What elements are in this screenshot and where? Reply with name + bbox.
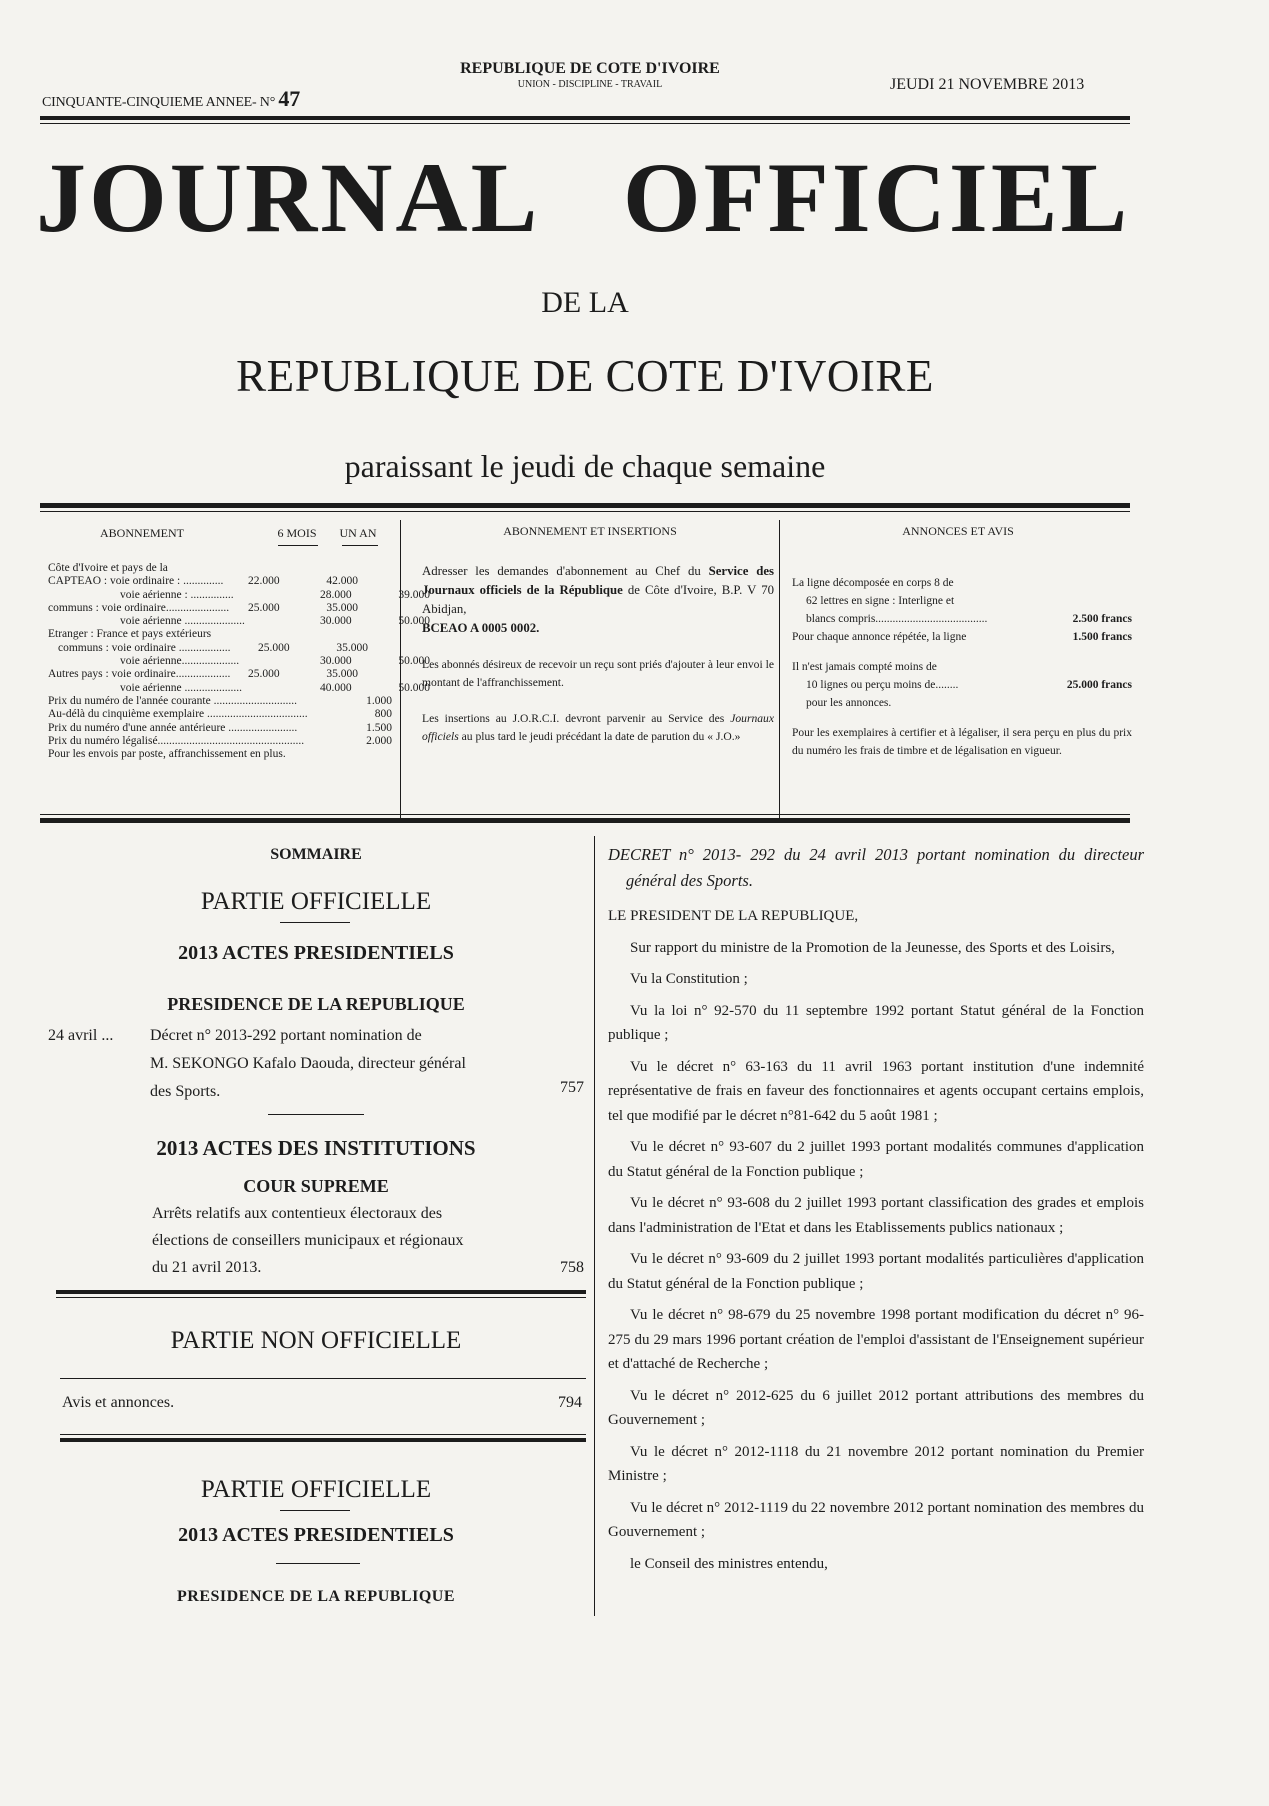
abonnement-header: ABONNEMENT — [100, 526, 184, 540]
one-year-header: UN AN — [339, 526, 377, 540]
price-row: Au-délà du cinquième exemplaire ................................... 800 — [48, 708, 392, 721]
edition-info — [42, 86, 300, 112]
six-months-header: 6 MOIS — [277, 526, 317, 540]
partie-officielle-heading: PARTIE OFFICIELLE — [200, 888, 432, 915]
decret-paragraph: Vu le décret n° 93-609 du 2 juillet 1993 portant modalités particulières d'application du Statut général de la Fonction publique ; — [608, 1251, 1144, 1292]
page-number: 758 — [560, 1259, 584, 1276]
entry-separator — [268, 1114, 364, 1115]
box-divider-2 — [779, 520, 780, 820]
section-rule-thin-3 — [60, 1434, 586, 1435]
decret-paragraph: Vu le décret n° 98-679 du 25 novembre 1998 portant modification du décret n° 96-275 du 29 mars 1996 portant création de l'emploi d'assistant de l'Enseignement supérieur et d'attaché de Recherche ; — [608, 1307, 1144, 1372]
page-number: 794 — [558, 1394, 582, 1411]
line-rate: La ligne décomposée en corps 8 de 62 lettres en signe : Interligne et blancs compris....................................... 2.500 francs Pour chaque annonce répétée, la ligne 1.500 francs — [792, 577, 1132, 643]
price-row: Prix du numéro légalisé................................................... 2.000 — [48, 734, 392, 747]
edition-number: 47 — [278, 86, 301, 111]
rate-row: Autres pays : voie ordinaire................... 25.000 35.000 — [48, 668, 358, 681]
sommaire-entry-decret: 24 avril ... Décret n° 2013-292 portant nomination de M. SEKONGO Kafalo Daouda, directeur général des Sports. 757 — [48, 1022, 584, 1106]
header-rule-thin — [40, 123, 1130, 124]
presidence-heading-2: PRESIDENCE DE LA REPUBLIQUE — [177, 1588, 455, 1605]
section-rule-2 — [60, 1438, 586, 1442]
decret-paragraph: Vu le décret n° 2012-625 du 6 juillet 2012 portant attributions des membres du Gouvernement ; — [608, 1387, 1144, 1428]
rate-row: communs : voie ordinaire .................. 25.000 35.000 — [58, 641, 368, 654]
decret-paragraph: Vu le décret n° 63-163 du 11 avril 1963 portant institution d'une indemnité représentative de frais en faveur des fonctionnaires et agents occupant certains emplois, tel que modifié par le décret n°81-642 du 5 août 1981 ; — [608, 1058, 1144, 1124]
section-rule-thin-2 — [60, 1378, 586, 1379]
heading-underline-2 — [280, 1510, 350, 1511]
box-rule-bottom-thin — [40, 814, 1130, 815]
rate-row: voie aérienne .................... 40.000 50.000 — [120, 681, 430, 694]
decret-paragraph: le Conseil des ministres entendu, — [630, 1555, 828, 1572]
republic-motto: UNION - DISCIPLINE - TRAVAIL — [517, 79, 663, 90]
partie-officielle-heading-2: PARTIE OFFICIELLE — [200, 1476, 432, 1503]
decret-paragraph: Vu le décret n° 93-608 du 2 juillet 1993 portant classification des grades et emplois dans l'administration de l'Etat et dans les Etablissements publics nationaux ; — [608, 1195, 1144, 1236]
insertions-header: ABONNEMENT ET INSERTIONS — [503, 524, 677, 538]
masthead-country: REPUBLIQUE DE COTE D'IVOIRE — [236, 351, 934, 401]
decret-title: DECRET n° 2013- 292 du 24 avril 2013 portant nomination du directeur général des Sports. — [608, 845, 1144, 890]
certification-note: Pour les exemplaires à certifier et à légaliser, il sera perçu en plus du prix du numéro les frais de timbre et de légalisation en vigueur. — [792, 727, 1132, 757]
subscription-rates-table — [48, 562, 430, 761]
decret-paragraph: Vu le décret n° 2012-1119 du 22 novembre 2012 portant nomination des membres du Gouvernement ; — [608, 1499, 1144, 1540]
masthead-title: JOURNAL OFFICIEL — [36, 142, 1131, 253]
partie-non-officielle-heading: PARTIE NON OFFICIELLE — [170, 1327, 462, 1354]
entry-date: 24 avril ... — [48, 1027, 114, 1044]
heading-separator — [276, 1563, 360, 1564]
actes-presidentiels-heading: 2013 ACTES PRESIDENTIELS — [178, 942, 454, 964]
annonces-header: ANNONCES ET AVIS — [902, 524, 1014, 538]
section-rule — [56, 1290, 586, 1294]
rate-row: voie aérienne : ............... 28.000 39.000 — [120, 588, 430, 601]
republic-name: REPUBLIQUE DE COTE D'IVOIRE — [460, 60, 720, 77]
actes-presidentiels-heading-2: 2013 ACTES PRESIDENTIELS — [178, 1524, 454, 1546]
republic-header — [400, 60, 780, 90]
box-rule-top — [40, 503, 1130, 508]
annonces-text — [792, 574, 1132, 772]
decret-paragraph: Vu le décret n° 93-607 du 2 juillet 1993 portant modalités communes d'application du Statut général de la Fonction publique ; — [608, 1139, 1144, 1180]
edition-label: CINQUANTE-CINQUIEME ANNEE- N° — [42, 95, 276, 110]
sommaire-entry-avis: Avis et annonces. 794 — [62, 1394, 582, 1411]
section-rule-thin — [56, 1297, 586, 1298]
receipt-note: Les abonnés désireux de recevoir un reçu sont priés d'ajouter à leur envoi le montant de l'affranchissement. — [422, 658, 774, 689]
box-divider-1 — [400, 520, 401, 820]
price-row: Prix du numéro d'une année antérieure ........................ 1.500 — [48, 721, 392, 734]
sommaire-entry-arrets: Arrêts relatifs aux contentieux électoraux des élections de conseillers municipaux et régionaux du 21 avril 2013. 758 — [152, 1200, 584, 1281]
decret-president: LE PRESIDENT DE LA REPUBLIQUE, — [608, 908, 859, 924]
decret-article — [608, 842, 1144, 1583]
minimum-rate: Il n'est jamais compté moins de 10 lignes ou perçu moins de........ 25.000 francs pour les annonces. — [792, 661, 1132, 709]
header-rule-top — [40, 116, 1130, 120]
price-row: Pour les envois par poste, affranchissement en plus. — [48, 748, 286, 761]
insertions-note: Les insertions au J.O.R.C.I. devront parvenir au Service des Journaux officiels au plus tard le jeudi précédant la date de parution du « J.O.» — [422, 712, 774, 743]
subscription-box — [42, 512, 1134, 820]
rate-row: Côte d'Ivoire et pays de la — [48, 562, 168, 574]
rate-row: voie aérienne ..................... 30.000 50.000 — [120, 615, 430, 628]
insertions-text — [422, 562, 774, 764]
rate-row: voie aérienne.................... 30.000 50.000 — [120, 655, 430, 668]
presidence-heading: PRESIDENCE DE LA REPUBLIQUE — [167, 994, 465, 1014]
rate-row: communs : voie ordinaire...................... 25.000 35.000 — [48, 601, 358, 614]
issue-date: JEUDI 21 NOVEMBRE 2013 — [890, 76, 1085, 93]
one-year-underline — [342, 545, 378, 546]
rate-row: CAPTEAO : voie ordinaire : .............. 22.000 42.000 — [48, 575, 358, 588]
cour-supreme-heading: COUR SUPREME — [243, 1176, 389, 1196]
decret-paragraph: Vu la Constitution ; — [630, 971, 748, 987]
six-months-underline — [278, 545, 318, 546]
column-divider — [594, 836, 595, 1616]
masthead-de-la: DE LA — [541, 286, 629, 319]
rate-row: Etranger : France et pays extérieurs — [48, 628, 212, 641]
heading-underline — [280, 922, 350, 923]
decret-paragraph: Sur rapport du ministre de la Promotion de la Jeunesse, des Sports et des Loisirs, — [630, 939, 1115, 956]
sommaire-title: SOMMAIRE — [270, 846, 362, 863]
decret-paragraph: Vu la loi n° 92-570 du 11 septembre 1992 portant Statut général de la Fonction publique ; — [608, 1002, 1144, 1043]
subscription-address: Adresser les demandes d'abonnement au Chef du Service des Journaux officiels de la République de Côte d'Ivoire, B.P. V 70 Abidjan, BCEAO A 0005 0002. — [422, 564, 774, 635]
decret-paragraph: Vu le décret n° 2012-1118 du 21 novembre 2012 portant nomination du Premier Ministre ; — [608, 1443, 1144, 1484]
page-number: 757 — [560, 1079, 584, 1096]
box-rule-bottom — [40, 818, 1130, 823]
price-row: Prix du numéro de l'année courante ............................. 1.000 — [48, 694, 392, 707]
actes-institutions-heading: 2013 ACTES DES INSTITUTIONS — [156, 1136, 476, 1160]
masthead-frequency: paraissant le jeudi de chaque semaine — [344, 448, 826, 484]
